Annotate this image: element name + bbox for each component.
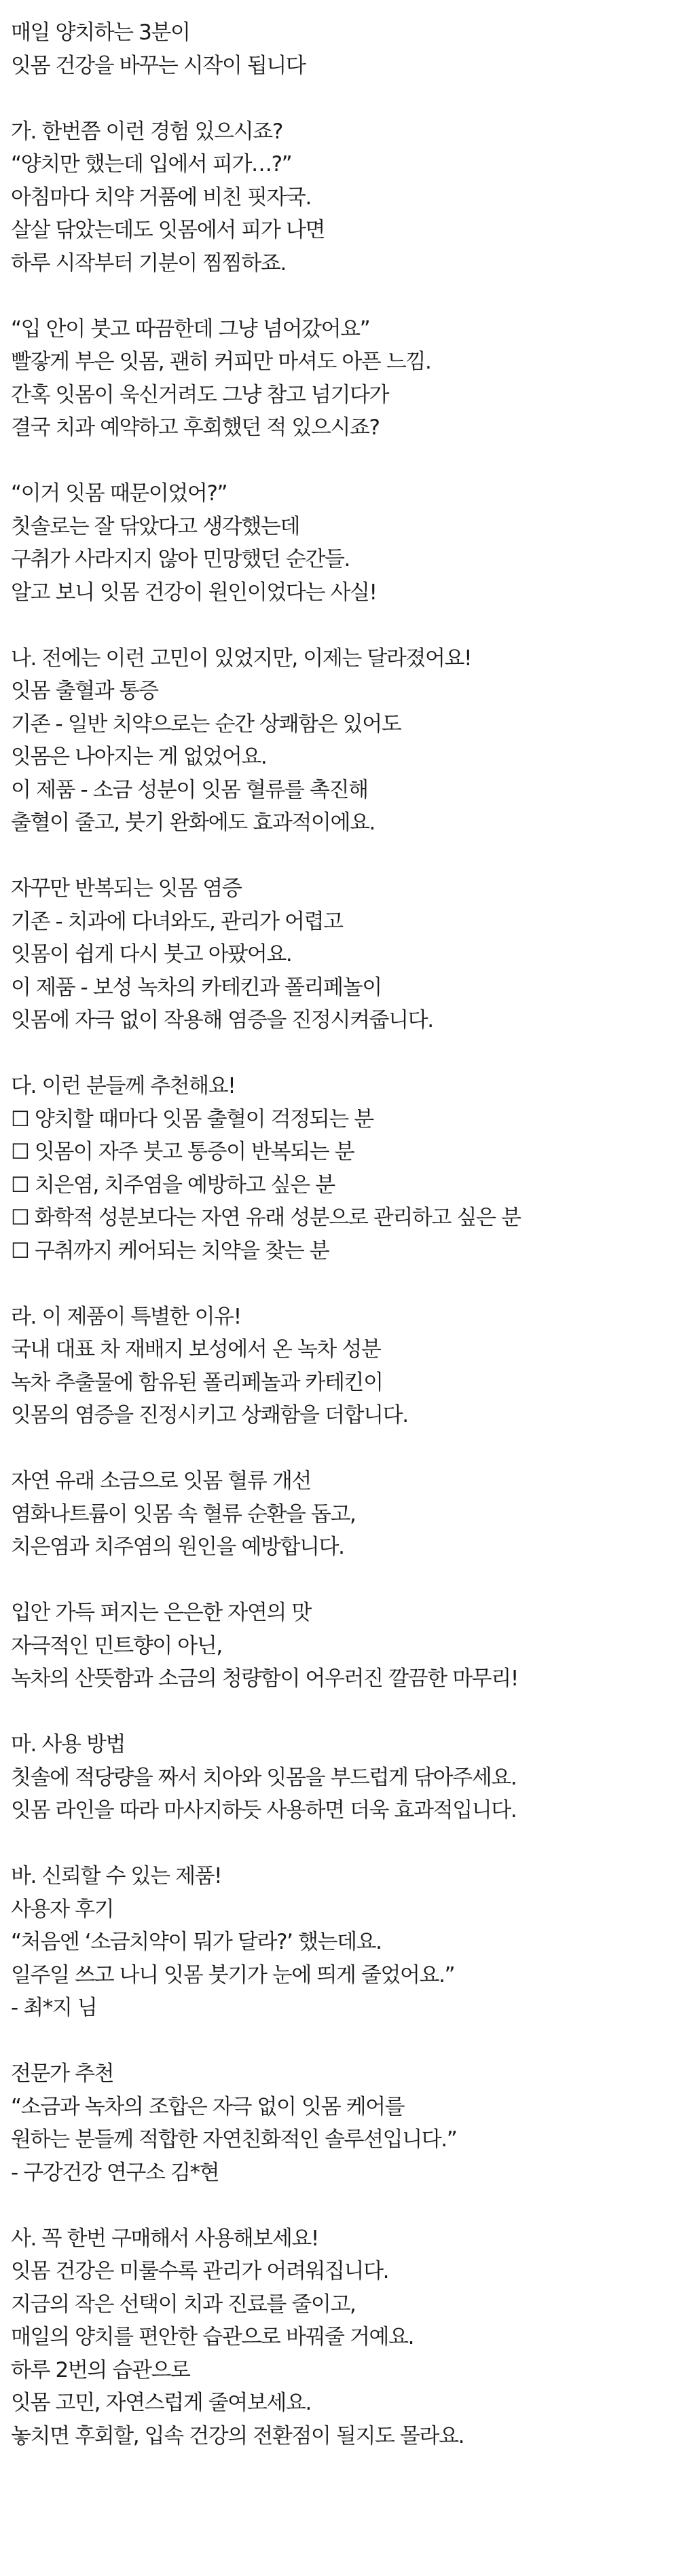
text-line: 구취가 사라지지 않아 민망했던 순간들. — [11, 547, 350, 572]
text-line: 라. 이 제품이 특별한 이유! — [11, 1304, 241, 1329]
text-line: 이 제품 - 소금 성분이 잇몸 혈류를 촉진해 — [11, 777, 368, 802]
paragraph-spacer — [11, 280, 668, 313]
text-line: 자극적인 민트향이 아닌, — [11, 1633, 222, 1658]
text-line: 아침마다 치약 거품에 비친 핏자국. — [11, 185, 311, 210]
text-line: 치은염과 치주염의 원인을 예방합니다. — [11, 1535, 344, 1559]
text-line: 다. 이런 분들께 추천해요! — [11, 1074, 236, 1098]
text-line: 전문가 추천 — [11, 2061, 114, 2086]
text-line: 잇몸이 쉽게 다시 붓고 아팠어요. — [11, 942, 292, 967]
paragraph-spacer — [11, 609, 668, 642]
feature-salt — [11, 1465, 668, 1564]
text-line: 입안 가득 퍼지는 은은한 자연의 맛 — [11, 1601, 311, 1625]
text-line: 칫솔로는 잘 닦았다고 생각했는데 — [11, 514, 300, 539]
experience-breath — [11, 477, 668, 609]
text-line: 녹차의 산뜻함과 소금의 청량함이 어우러진 깔끔한 마무리! — [11, 1666, 518, 1691]
section-da-recommend — [11, 1070, 668, 1267]
text-line: 기존 - 일반 치약으로는 순간 상쾌함은 있어도 — [11, 711, 401, 736]
text-line: 잇몸 고민, 자연스럽게 줄여보세요. — [11, 2391, 311, 2415]
section-sa-cta — [11, 2222, 668, 2453]
text-line: ☐ 화학적 성분보다는 자연 유래 성분으로 관리하고 싶은 분 — [11, 1206, 521, 1230]
text-line: 바. 신뢰할 수 있는 제품! — [11, 1864, 222, 1888]
text-line: 잇몸에 자극 없이 작용해 염증을 진정시켜줍니다. — [11, 1008, 433, 1032]
section-ga-heading — [11, 115, 668, 280]
section-ba-review — [11, 1860, 668, 2025]
text-line: 살살 닦았는데도 잇몸에서 피가 나면 — [11, 218, 325, 242]
text-line: ☐ 양치할 때마다 잇몸 출혈이 걱정되는 분 — [11, 1106, 373, 1132]
paragraph-spacer — [11, 1827, 668, 1861]
text-line: 칫솔에 적당량을 짜서 치아와 잇몸을 부드럽게 닦아주세요. — [11, 1765, 517, 1790]
section-na-bleeding — [11, 642, 668, 840]
text-line: ☐ 치은염, 치주염을 예방하고 싶은 분 — [11, 1172, 335, 1197]
text-line: 잇몸 건강은 미룰수록 관리가 어려워집니다. — [11, 2259, 389, 2283]
text-line: 사. 꼭 한번 구매해서 사용해보세요! — [11, 2226, 318, 2251]
text-line: 마. 사용 방법 — [11, 1732, 126, 1757]
intro-title — [11, 16, 668, 82]
text-line: 이 제품 - 보성 녹차의 카테킨과 폴리페놀이 — [11, 975, 382, 1000]
text-line: 빨갛게 부은 잇몸, 괜히 커피만 마셔도 아픈 느낌. — [11, 350, 431, 374]
product-description-document — [11, 16, 668, 2452]
paragraph-spacer — [11, 840, 668, 873]
text-line: 일주일 쓰고 나니 잇몸 붓기가 눈에 띄게 줄었어요.” — [11, 1962, 455, 1987]
text-line: 잇몸 라인을 따라 마사지하듯 사용하면 더욱 효과적입니다. — [11, 1798, 517, 1823]
text-line: 출혈이 줄고, 붓기 완화에도 효과적이에요. — [11, 810, 375, 835]
text-line: 국내 대표 차 재배지 보성에서 온 녹차 성분 — [11, 1337, 381, 1362]
text-line: 원하는 분들께 적합한 자연친화적인 솔루션입니다.” — [11, 2127, 457, 2152]
text-line: 나. 전에는 이런 고민이 있었지만, 이제는 달라졌어요! — [11, 646, 472, 671]
paragraph-spacer — [11, 1564, 668, 1597]
text-line: 자연 유래 소금으로 잇몸 혈류 개선 — [11, 1469, 311, 1493]
text-line: 놓치면 후회할, 입속 건강의 전환점이 될지도 몰라요. — [11, 2423, 464, 2448]
text-line: “양치만 했는데 입에서 피가…?” — [11, 152, 292, 176]
section-na-inflammation — [11, 872, 668, 1037]
paragraph-spacer — [11, 1696, 668, 1729]
text-line: “처음엔 ‘소금치약이 뭐가 달라?’ 했는데요. — [11, 1930, 382, 1954]
paragraph-spacer — [11, 82, 668, 115]
text-line: 하루 시작부터 기분이 찜찜하죠. — [11, 250, 286, 276]
paragraph-spacer — [11, 2189, 668, 2222]
text-line: 기존 - 치과에 다녀와도, 관리가 어렵고 — [11, 909, 343, 934]
text-line: 간혹 잇몸이 욱신거려도 그냥 참고 넘기다가 — [11, 382, 389, 407]
text-line: ☐ 잇몸이 자주 붓고 통증이 반복되는 분 — [11, 1140, 354, 1164]
text-line: 잇몸의 염증을 진정시키고 상쾌함을 더합니다. — [11, 1403, 408, 1427]
text-line: 알고 보니 잇몸 건강이 원인이었다는 사실! — [11, 580, 377, 605]
text-line: - 구강건강 연구소 김*현 — [11, 2160, 219, 2185]
paragraph-spacer — [11, 1037, 668, 1070]
paragraph-spacer — [11, 1267, 668, 1301]
text-line: 결국 치과 예약하고 후회했던 적 있으시죠? — [11, 415, 380, 440]
text-line: “입 안이 붓고 따끔한데 그냥 넘어갔어요” — [11, 316, 370, 341]
text-line: ☐ 구취까지 케어되는 치약을 찾는 분 — [11, 1238, 329, 1263]
text-line: 사용자 후기 — [11, 1897, 114, 1922]
paragraph-spacer — [11, 445, 668, 478]
text-line: 녹차 추출물에 함유된 폴리페놀과 카테킨이 — [11, 1370, 383, 1395]
experience-swelling — [11, 313, 668, 445]
text-line: “이거 잇몸 때문이었어?” — [11, 481, 227, 506]
text-line: 염화나트륨이 잇몸 속 혈류 순환을 돕고, — [11, 1501, 356, 1527]
text-line: 매일의 양치를 편안한 습관으로 바꿔줄 거예요. — [11, 2325, 414, 2349]
section-ma-usage — [11, 1728, 668, 1827]
paragraph-spacer — [11, 2025, 668, 2058]
text-line: 잇몸은 나아지는 게 없었어요. — [11, 745, 267, 769]
paragraph-spacer — [11, 1432, 668, 1466]
expert-recommend — [11, 2057, 668, 2189]
text-line: 지금의 작은 선택이 치과 진료를 줄이고, — [11, 2292, 356, 2317]
text-line: 하루 2번의 습관으로 — [11, 2357, 190, 2383]
section-ra-special — [11, 1301, 668, 1432]
text-line: 가. 한번쯤 이런 경험 있으시죠? — [11, 119, 282, 144]
text-line: 매일 양치하는 3분이 — [11, 20, 190, 45]
text-line: 잇몸 출혈과 통증 — [11, 679, 158, 703]
feature-taste — [11, 1597, 668, 1696]
text-line: 자꾸만 반복되는 잇몸 염증 — [11, 876, 242, 901]
text-line: “소금과 녹차의 조합은 자극 없이 잇몸 케어를 — [11, 2094, 405, 2119]
text-line: 잇몸 건강을 바꾸는 시작이 됩니다 — [11, 53, 306, 78]
text-line: - 최*지 님 — [11, 1996, 97, 2020]
